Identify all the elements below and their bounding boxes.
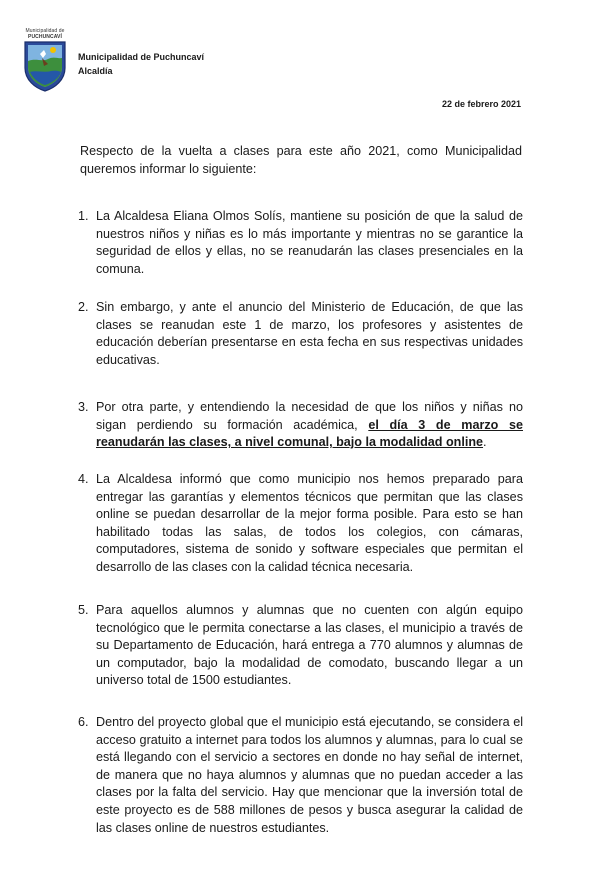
list-item-text-before: Por otra parte, y entendiendo la necesidad de que los niños y niñas no sigan perdiendo su formación académica,	[96, 400, 523, 432]
list-item-text: Sin embargo, y ante el anuncio del Ministerio de Educación, de que las clases se reanudan este 1 de marzo, los profesores y asistentes de educación deberían presentarse en esta fecha en sus respectivas unidades educativas.	[96, 300, 523, 367]
list-item-text: Para aquellos alumnos y alumnas que no cuenten con algún equipo tecnológico que le permita conectarse a las clases, el municipio a través de su Departamento de Educación, hará entrega a 770 alumnos y alumnas de un computador, bajo la modalidad de comodato, buscando llegar a un universo total de 1500 estudiantes.	[96, 603, 523, 688]
organization-name: Municipalidad de Puchuncaví	[78, 52, 205, 62]
list-item-3	[78, 399, 523, 452]
list-item-text: Dentro del proyecto global que el municipio está ejecutando, se considera el acceso gratuito a internet para todos los alumnos y alumnas, para lo cual se está llegando con el servicio a sectores en donde no hay señal de internet, de manera que no haya alumnos y alumnas que no puedan acceder a las clases por la falta del servicio. Hay que mencionar que la inversión total de este proyecto es de 588 millones de pesos y busca asegurar la calidad de las clases online de nuestros estudiantes.	[96, 715, 523, 835]
list-item-number: 2.	[78, 300, 89, 314]
list-item-number: 4.	[78, 472, 89, 486]
list-item-5	[78, 602, 523, 690]
list-item-text-emphasis: el día 3 de marzo se reanudarán las clases, a nivel comunal, bajo la modalidad online	[96, 417, 523, 450]
list-item-4	[78, 471, 523, 577]
list-item-text: La Alcaldesa Eliana Olmos Solís, mantiene su posición de que la salud de nuestros niños y niñas es lo más importante y mientras no se garantice la seguridad de ellos y ellas, no se reanudarán las clases presenciales en la comuna.	[96, 209, 523, 276]
list-item-text: La Alcaldesa informó que como municipio nos hemos preparado para entregar las garantías y elementos técnicos que permitan que las clases online se puedan desarrollar de la mejor forma posible. Para esto se han habilitado todas las salas, de todos los colegios, con cámaras, computadores, sistema de sonido y software especiales que permitan el desarrollo de las clases con la calidad técnica necesaria.	[96, 472, 523, 574]
list-item-6	[78, 714, 523, 837]
municipal-shield-logo	[22, 28, 68, 92]
logo-caption-top: Municipalidad de	[25, 28, 65, 34]
list-item-1	[78, 208, 523, 278]
intro-paragraph: Respecto de la vuelta a clases para este año 2021, como Municipalidad queremos informar lo siguiente:	[80, 144, 522, 176]
list-item-text	[96, 399, 523, 452]
organization-unit: Alcaldía	[78, 66, 113, 76]
document-date: 22 de febrero 2021	[441, 99, 521, 109]
list-item-text-after: .	[483, 435, 487, 450]
list-item-number: 1.	[78, 209, 89, 223]
list-item-number: 6.	[78, 715, 89, 729]
list-item-number: 5.	[78, 603, 89, 617]
list-item-2	[78, 299, 523, 369]
organization-header	[78, 50, 204, 78]
list-item-number: 3.	[78, 400, 89, 414]
logo-caption-name: PUCHUNCAVÍ	[28, 34, 62, 40]
